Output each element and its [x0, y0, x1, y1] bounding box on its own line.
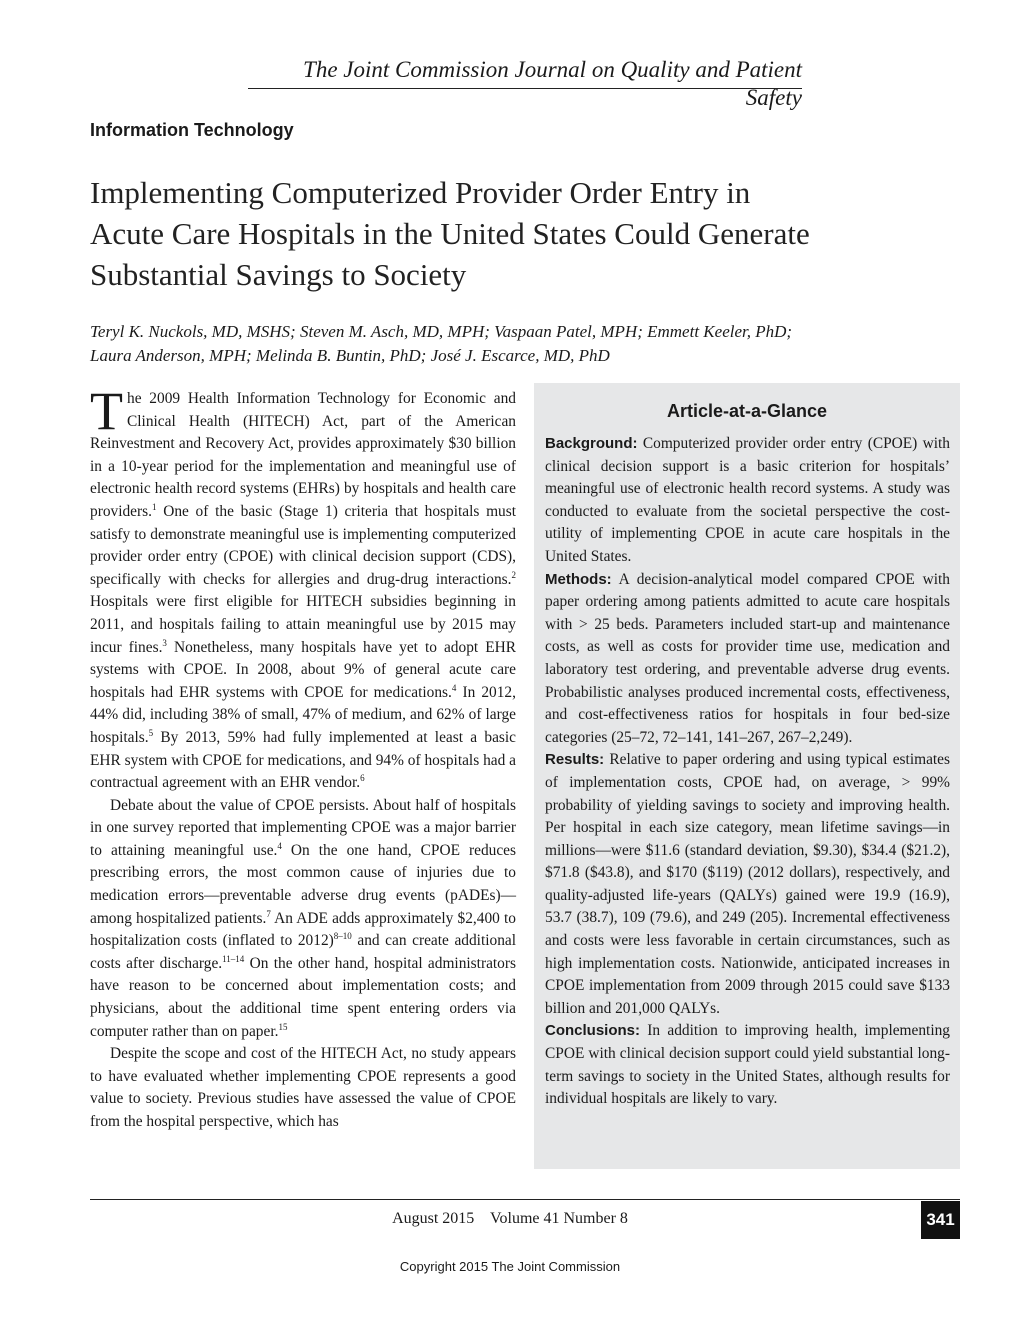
glance-results: [545, 749, 950, 1020]
title-line: Implementing Computerized Provider Order Entry in: [90, 175, 751, 210]
citation: 2: [511, 569, 516, 580]
glance-text: A decision-analytical model compared CPOE with paper ordering among patients admitted to acute care hospitals with > 25 beds. Parameters included start-up and maintenance costs, as well as costs for provider time use, medication and laboratory test ordering, and preventable adverse drug events. Probabilistic analyses produced incremental costs, effectiveness, and cost-effectiveness ratios for hospitals in four bed-size categories (25–72, 72–141, 141–267, 267–2,249).: [545, 570, 950, 746]
citation: 7: [266, 908, 271, 919]
body-text: and can create additional costs after discharge.: [90, 932, 517, 972]
citation: 15: [278, 1021, 288, 1032]
glance-methods: [545, 569, 950, 750]
citation: 3: [162, 637, 167, 648]
citation: 8–10: [333, 931, 352, 942]
author-line: Teryl K. Nuckols, MD, MSHS; Steven M. Asch, MD, MPH; Vaspaan Patel, MPH; Emmett Keeler, PhD;: [90, 322, 793, 341]
title-line: Acute Care Hospitals in the United States Could Generate: [90, 216, 810, 251]
body-text: Despite the scope and cost of the HITECH Act, no study appears to have evaluated whether implementing CPOE represents a good value to society. Previous studies have assessed the value of CPOE from the hospital perspective, which has: [90, 1045, 516, 1130]
author-line: Laura Anderson, MPH; Melinda B. Buntin, PhD; José J. Escarce, MD, PhD: [90, 346, 610, 365]
glance-text: Computerized provider order entry (CPOE) with clinical decision support is a basic criterion for hospitals’ meaningful use of electronic health record systems. A study was conducted to evaluate from the societal perspective the cost-utility of implementing CPOE in acute care hospitals in the United States.: [545, 435, 950, 565]
body-text: On the other hand, hospital administrators have reason to be concerned about implementation costs; and physicians, about the additional time spent entering orders via computer rather than on paper.: [90, 954, 516, 1040]
glance-text: Relative to paper ordering and using typical estimates of implementation costs, CPOE had, on average, > 99% probability of yielding savings to society and improving health. Per hospital in each size category, mean lifetime savings—in millions—were $11.6 (standard deviation, $9.30), $34.4 ($21.2), $71.8 ($43.8), and $170 ($119) (2012 dollars), respectively, and quality-adjusted life-years (QALYs) gained were 19.9 (16.9), 53.7 (38.7), 109 (79.6), and 249 (205). Incremental effectiveness and costs were less favorable in certain circumstances, such as high implementation costs. Nationwide, anticipated increases in CPOE implementation from 2009 through 2015 could save $133 billion and 201,000 QALYs.: [545, 751, 950, 1017]
glance-label: Background:: [545, 435, 638, 452]
glance-body: [545, 433, 950, 1111]
body-text: An ADE adds approximately $2,400 to hospitalization costs (inflated to 2012): [90, 909, 517, 950]
section-label: Information Technology: [90, 120, 294, 140]
glance-conclusions: [545, 1020, 950, 1110]
citation: 11–14: [222, 953, 245, 964]
body-text: he 2009 Health Information Technology for Economic and Clinical Health (HITECH) Act, part of the American Reinvestment and Recovery Act, provides approximately $30 billion in a 10-year period for the implementation and meaningful use of electronic health record systems (EHRs) by hospitals and health care providers.: [90, 390, 516, 520]
body-text: Hospitals were first eligible for HITECH subsidies beginning in 2011, and hospitals failing to attain meaningful use by 2015 may incur fines.: [90, 593, 516, 656]
article-title: [90, 172, 940, 295]
citation: 4: [451, 682, 457, 693]
glance-label: Conclusions:: [545, 1022, 641, 1040]
body-text: By 2013, 59% had fully implemented at least a basic EHR system with CPOE for medications, and 94% of hospitals had a contractual agreement with an EHR vendor.: [90, 728, 516, 792]
body-paragraph: [90, 795, 516, 1044]
title-line: Substantial Savings to Society: [90, 257, 467, 292]
body-text: In 2012, 44% did, including 38% of small, 47% of medium, and 62% of large hospitals.: [90, 683, 516, 746]
page-number: 341: [921, 1201, 960, 1239]
header-rule: [248, 88, 802, 89]
body-paragraph: [90, 381, 516, 795]
journal-header: The Joint Commission Journal on Quality and Patient Safety: [303, 57, 802, 110]
body-text: On the one hand, CPOE reduces prescribing errors, the most common cause of injuries due to medication errors—preventable adverse drug events (pADEs)—among hospitalized patients.: [90, 841, 516, 927]
body-text: One of the basic (Stage 1) criteria that hospitals must satisfy to demonstrate meaningful use is implementing computerized provider order entry (CPOE) with clinical decision support (CDS), specifically with checks for allergies and drug-drug interactions.: [90, 502, 516, 588]
glance-text: In addition to improving health, implementing CPOE with clinical decision support could yield substantial long-term savings to society in the United States, although results for individual hospitals are likely to vary.: [545, 1022, 950, 1108]
article-at-a-glance-box: [534, 383, 960, 1169]
citation: 5: [148, 727, 154, 738]
glance-background: [545, 433, 950, 569]
body-paragraph: [90, 1043, 516, 1133]
glance-label: Results:: [545, 751, 605, 769]
citation: 1: [151, 501, 157, 512]
body-column: [90, 381, 517, 1134]
citation: 6: [360, 773, 365, 784]
drop-cap: T: [90, 381, 123, 441]
author-list: [90, 320, 950, 368]
footer-rule: [90, 1199, 960, 1200]
issue-info: August 2015 Volume 41 Number 8: [392, 1210, 628, 1227]
glance-label: Methods:: [545, 570, 612, 588]
copyright: Copyright 2015 The Joint Commission: [399, 1259, 621, 1274]
glance-title: Article-at-a-Glance: [666, 401, 828, 421]
body-text: Nonetheless, many hospitals have yet to adopt EHR systems with CPOE. In 2008, about 9% of general acute care hospitals had EHR systems with CPOE for medications.: [90, 638, 516, 701]
citation: 4: [277, 840, 282, 851]
body-text: Debate about the value of CPOE persists. About half of hospitals in one survey reported that implementing CPOE was a major barrier to attaining meaningful use.: [90, 796, 516, 859]
